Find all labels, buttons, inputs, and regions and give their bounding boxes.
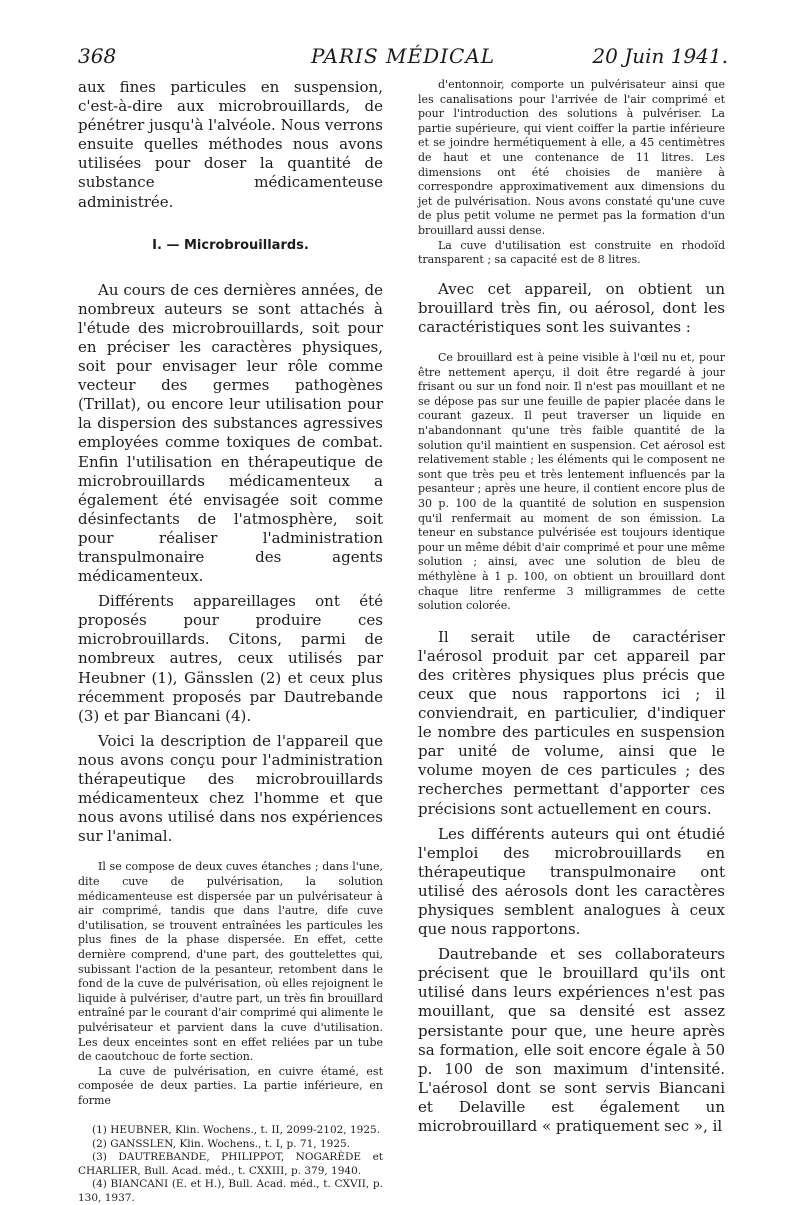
paragraph-1: Au cours de ces dernières années, de nombreux auteurs se sont attachés à l'étude des microbrouillards, soit pour en préciser les caractères physiques, soit pour envisager leur rôle comme vecteur des germes pathogènes (Trillat), ou encore leur utilisation pour la dispersion des substances agressives employées comme toxiques de combat. Enfin l'utilisation en thérapeutique de microbrouillards médicamenteux a également été envisagée soit comme désinfectants de l'atmosphère, soit pour réaliser l'administration transpulmonaire des agents médicamenteux. — [78, 280, 383, 586]
paragraph-3: Voici la description de l'appareil que nous avons conçu pour l'administration thérapeutique des microbrouillards médicamenteux chez l'homme et que nous avons utilisé dans nos expériences sur l'animal. — [78, 731, 383, 846]
footnote-2: (2) GANSSLEN, Klin. Wochens., t. I, p. 71, 1925. — [92, 1137, 351, 1150]
footnote-1: (1) HEUBNER, Klin. Wochens., t. II, 2099-2102, 1925. — [92, 1124, 381, 1137]
page-number: 368 — [78, 44, 117, 68]
right-column — [418, 78, 725, 1142]
footnote-4: (4) BIANCANI (E. et H.), Bull. Acad. méd., t. CXVII, p. 130, 1937. — [78, 1178, 383, 1204]
apparatus-description-2: La cuve de pulvérisation, en cuivre étamé, est composée de deux parties. La partie inférieure, en forme — [78, 1064, 383, 1107]
paragraph-6: Les différents auteurs qui ont étudié l'emploi des microbrouillards en thérapeutique transpulmonaire ont utilisé des aérosols dont les caractères physiques semblent analogues à ceux que nous rapportons. — [418, 824, 725, 939]
page-header — [78, 44, 728, 74]
apparatus-description: Il se compose de deux cuves étanches ; dans l'une, dite cuve de pulvérisation, la solution médicamenteuse est dispersée par un pulvérisateur à air comprimé, tandis que dans l'autre, dife cuve d'utilisation, se trouvent entraînées les particules les plus fines de la phase dispersée. En effet, cette dernière comprend, d'une part, des gouttelettes qui, subissant l'action de la pesanteur, retombent dans le fond de la cuve de pulvérisation, où elles rejoignent le liquide à pulvériser, d'autre part, un très fin brouillard entraîné par le courant d'air comprimé qui alimente le pulvérisateur et parvient dans la cuve d'utilisation. Les deux enceintes sont en effet reliées par un tube de caoutchouc de forte section. — [78, 860, 383, 1064]
paragraph-5: Il serait utile de caractériser l'aérosol produit par cet appareil par des critères physiques plus précis que ceux que nous rapportons ici ; il conviendrait, en particulier, d'indiquer le nombre des particules en suspension par unité de volume, ainsi que le volume moyen de ces particules ; des recherches permettant d'apporter ces précisions sont actuellement en cours. — [418, 627, 725, 818]
paragraph-2: Différents appareillages ont été proposés pour produire ces microbrouillards. Citons, parmi de nombreux autres, ceux utilisés par Heubner (1), Gänsslen (2) et ceux plus récemment proposés par Dautrebande (3) et par Biancani (4). — [78, 592, 383, 725]
journal-title: PARIS MÉDICAL — [310, 44, 496, 68]
section-title: I. — Microbrouillards. — [152, 237, 309, 253]
footnotes — [78, 1124, 383, 1204]
apparatus-description-3: d'entonnoir, comporte un pulvérisateur ainsi que les canalisations pour l'arrivée de l'air comprimé et pour l'introduction des solutions à pulvériser. La partie supérieure, qui vient coiffer la partie inférieure et se joindre hermétiquement à elle, a 45 centimètres de haut et une contenance de 11 litres. Les dimensions ont été choisies de manière à correspondre approximativement aux dimensions du jet de pulvérisation. Nous avons constaté qu'une cuve de plus petit volume ne permet pas la formation d'un brouillard aussi dense. — [418, 78, 725, 237]
aerosol-characteristics: Ce brouillard est à peine visible à l'œil nu et, pour être nettement aperçu, il doit être regardé à jour frisant ou sur un fond noir. Il n'est pas mouillant et ne se dépose pas sur une feuille de papier placée dans le courant gazeux. Il peut traverser un liquide en n'abandonnant qu'une très faible quantité de la solution qu'il maintient en suspension. Cet aérosol est relativement stable ; les éléments qui le composent ne sont que très peu et très lentement influencés par la pesanteur ; après une heure, il contient encore plus de 30 p. 100 de la quantité de solution en suspension qu'il renfermait au moment de son émission. La teneur en substance pulvérisée est toujours identique pour un même débit d'air comprimé et pour une même solution ; ainsi, avec une solution de bleu de méthylène à 1 p. 100, on obtient un brouillard dont chaque litre renferme 3 milligrammes de cette solution colorée. — [418, 351, 725, 613]
intro-paragraph: aux fines particules en suspension, c'est-à-dire aux microbrouillards, de pénétrer jusqu'à l'alvéole. Nous verrons ensuite quelles méthodes nous avons utilisées pour doser la quantité de substance médicamenteuse administrée. — [78, 78, 383, 211]
paragraph-7: Dautrebande et ses collaborateurs précisent que le brouillard qu'ils ont utilisé dans leurs expériences n'est pas mouillant, que sa densité est assez persistante pour que, une heure après sa formation, elle soit encore égale à 50 p. 100 de son maximum d'intensité. L'aérosol dont se sont servis Biancani et Delaville est également un microbrouillard « pratiquement sec », il — [418, 945, 725, 1136]
footnote-3: (3) DAUTREBANDE, PHILIPPOT, NOGARÈDE et CHARLIER, Bull. Acad. méd., t. CXXIII, p. 379, 1940. — [78, 1151, 383, 1177]
issue-date: 20 Juin 1941. — [592, 44, 728, 68]
paragraph-4: Avec cet appareil, on obtient un brouillard très fin, ou aérosol, dont les caractéristiques sont les suivantes : — [418, 279, 725, 336]
apparatus-description-4: La cuve d'utilisation est construite en rhodoïd transparent ; sa capacité est de 8 litres. — [418, 238, 725, 267]
left-column — [78, 78, 383, 1205]
